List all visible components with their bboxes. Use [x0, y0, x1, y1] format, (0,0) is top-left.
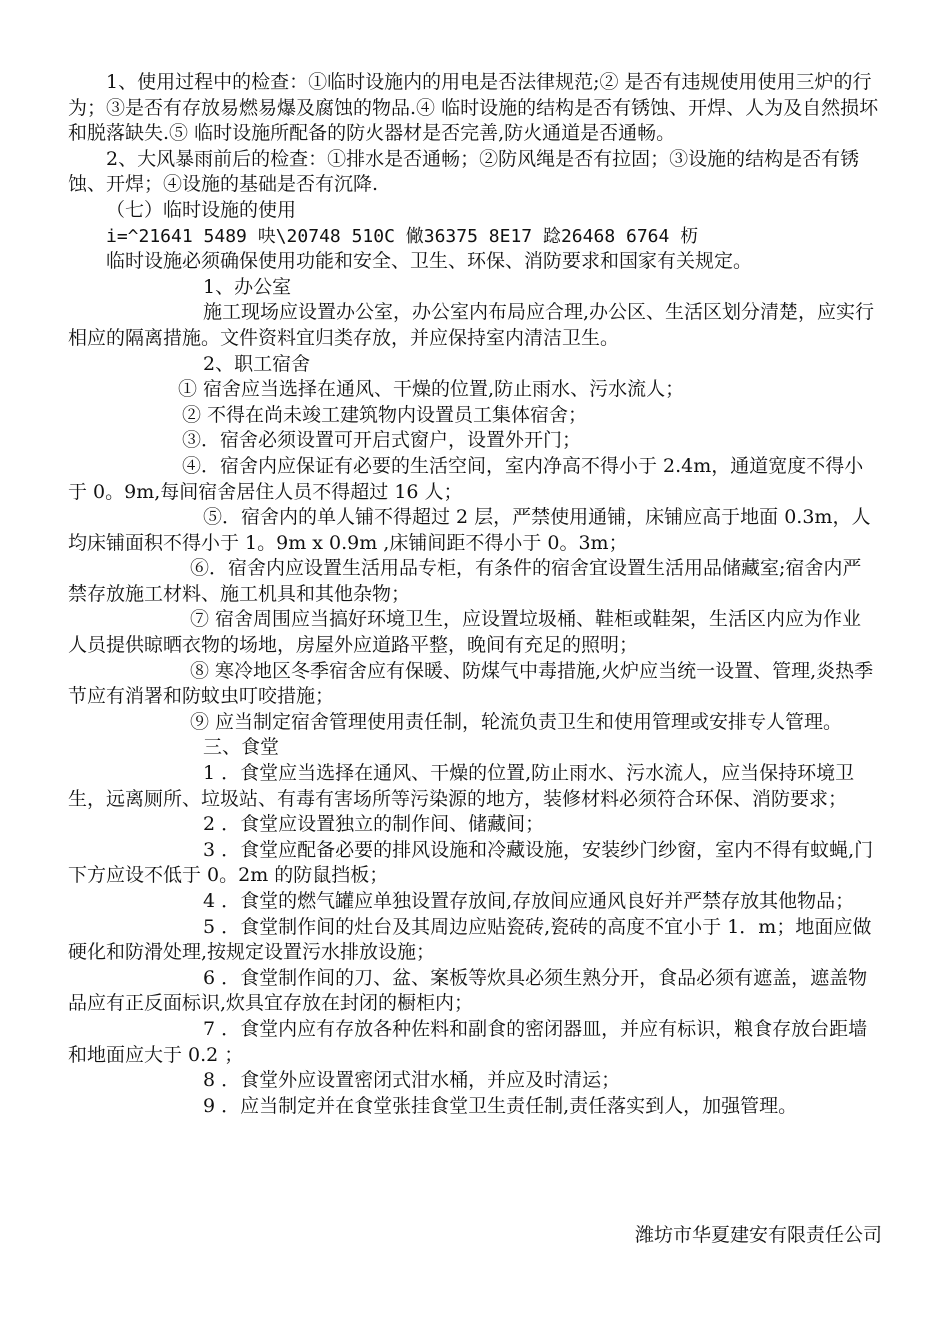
heading-dormitory: 2、职工宿舍 — [203, 352, 311, 375]
canteen-item-6: 6 ．食堂制作间的刀、盆、案板等炊具必须生熟分开，食品必须有遮盖，遮盖物品应有正反面标识,炊具宜存放在封闭的橱柜内； — [68, 966, 868, 1015]
canteen-item-2: 2 ．食堂应设置独立的制作间、储藏间； — [203, 813, 545, 836]
dorm-item-4: ④．宿舍内应保证有必要的生活空间，室内净高不得小于 2.4m，通道宽度不得小于 0。9m,每间宿舍居住人员不得超过 16 人； — [68, 454, 864, 503]
canteen-item-1: 1 ．食堂应当选择在通风、干燥的位置,防止雨水、污水流人，应当保持环境卫生，远离厕所、垃圾站、有毒有害场所等污染源的地方，装修材料必须符合环保、消防要求； — [68, 762, 855, 810]
paragraph-inspection-usage: 1、使用过程中的检查：①临时设施内的用电是否法律规范;② 是否有违规使用使用三炉的行为；③是否有存放易燃易爆及腐蚀的物品.④ 临时设施的结构是否有锈蚀、开焊、人为及自然损坏和脱落缺失.⑤ 临时设施所配备的防火器材是否完善,防火通道是否通畅。 — [68, 71, 879, 145]
paragraph-requirements: 临时设施必须确保使用功能和安全、卫生、环保、消防要求和国家有关规定。 — [106, 250, 753, 273]
dorm-item-1: ① 宿舍应当选择在通风、干燥的位置,防止雨水、污水流人； — [178, 378, 685, 401]
canteen-item-5: 5 ．食堂制作间的灶台及其周边应贴瓷砖,瓷砖的高度不宜小于 1．m；地面应做硬化和防滑处理,按规定设置污水排放设施； — [68, 915, 872, 964]
canteen-item-3: 3 ．食堂应配备必要的排风设施和冷藏设施，安装纱门纱窗，室内不得有蚊蝇,门下方应设不低于 0。2m 的防鼠挡板； — [68, 838, 874, 887]
dorm-item-7: ⑦ 宿舍周围应当搞好环境卫生，应设置垃圾桶、鞋柜或鞋架，生活区内应为作业人员提供晾晒衣物的场地，房屋外应道路平整，晚间有充足的照明； — [68, 608, 862, 657]
document-body — [68, 70, 880, 1119]
dorm-item-6: ⑥．宿舍内应设置生活用品专柜，有条件的宿舍宜设置生活用品储藏室;宿舍内严禁存放施工材料、施工机具和其他杂物； — [68, 557, 862, 605]
heading-office: 1、办公室 — [203, 275, 292, 298]
canteen-item-8: 8 ．食堂外应设置密闭式泔水桶，并应及时清运； — [203, 1069, 621, 1092]
dorm-item-9: ⑨ 应当制定宿舍管理使用责任制，轮流负责卫生和使用管理或安排专人管理。 — [190, 710, 843, 733]
paragraph-office: 施工现场应设置办公室，办公室内布局应合理,办公区、生活区划分清楚，应实行相应的隔离措施。文件资料宜归类存放，并应保持室内清洁卫生。 — [68, 301, 875, 349]
canteen-item-4: 4 ．食堂的燃气罐应单独设置存放间,存放间应通风良好并严禁存放其他物品； — [203, 890, 855, 912]
paragraph-inspection-storm: 2、大风暴雨前后的检查：①排水是否通畅；②防风绳是否有拉固；③设施的结构是否有锈蚀、开焊；④设施的基础是否有沉降. — [68, 147, 860, 196]
canteen-item-7: 7 ．食堂内应有存放各种佐料和副食的密闭器皿，并应有标识，粮食存放台距墙和地面应大于 0.2 ； — [68, 1017, 868, 1066]
dorm-item-5: ⑤．宿舍内的单人铺不得超过 2 层，严禁使用通铺，床铺应高于地面 0.3m，人均床铺面积不得小于 1。9m x 0.9m ,床铺间距不得小于 0。3m； — [68, 506, 871, 554]
dorm-item-3: ③．宿舍必须设置可开启式窗户，设置外开门； — [182, 429, 582, 452]
garbled-encoding-line: i=^21641 5489 吷\20748 510C 僘36375 8E17 踗26468 6764 杤 — [106, 225, 699, 247]
canteen-item-9: 9 ．应当制定并在食堂张挂食堂卫生责任制,责任落实到人，加强管理。 — [203, 1094, 798, 1117]
dorm-item-8: ⑧ 寒冷地区冬季宿舍应有保暖、防煤气中毒措施,火炉应当统一设置、管理,炎热季节应有消署和防蚊虫叮咬措施； — [68, 659, 874, 708]
section-heading-temporary-facilities: （七）临时设施的使用 — [106, 198, 297, 221]
dorm-item-2: ② 不得在尚未竣工建筑物内设置员工集体宿舍； — [182, 403, 588, 426]
heading-canteen: 三、食堂 — [203, 736, 280, 759]
company-signature: 潍坊市华夏建安有限责任公司 — [634, 1224, 882, 1246]
